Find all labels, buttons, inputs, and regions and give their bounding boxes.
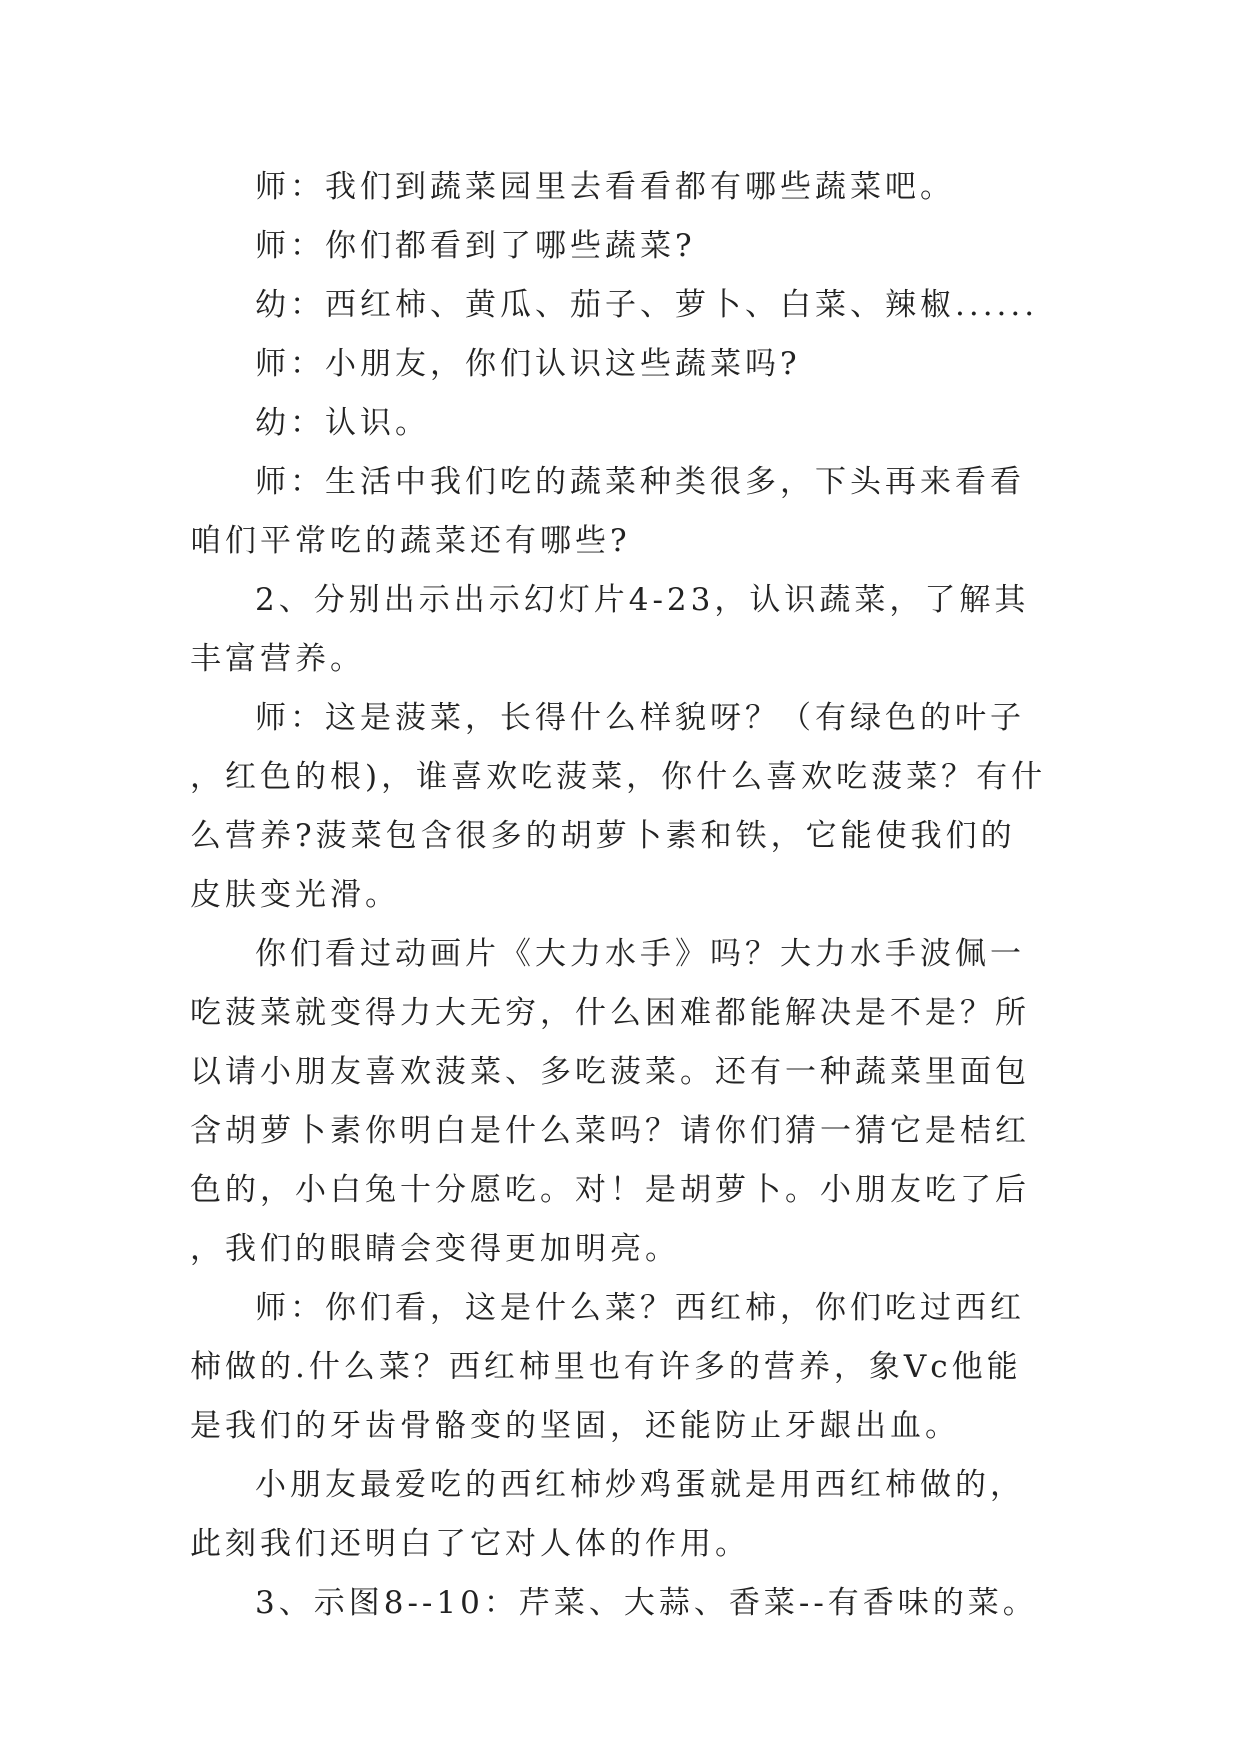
paragraph: 幼：认识。 — [255, 405, 430, 441]
paragraph: 师：你们都看到了哪些蔬菜? — [255, 228, 696, 264]
paragraph: 师：我们到蔬菜园里去看看都有哪些蔬菜吧。 — [255, 169, 955, 205]
paragraph: 幼：西红柿、黄瓜、茄子、萝卜、白菜、辣椒...... — [255, 287, 1039, 323]
paragraph: 小朋友最爱吃的西红柿炒鸡蛋就是用西红柿做的，此刻我们还明白了它对人体的作用。 — [190, 1467, 1025, 1562]
paragraph: 3、示图8--10：芹菜、大蒜、香菜--有香味的菜。 — [255, 1585, 1038, 1621]
paragraph: 师：生活中我们吃的蔬菜种类很多，下头再来看看咱们平常吃的蔬菜还有哪些? — [190, 464, 1025, 559]
document-body — [190, 158, 1050, 1633]
paragraph: 师：你们看，这是什么菜？西红柿，你们吃过西红柿做的.什么菜？西红柿里也有许多的营养，象Vc他能是我们的牙齿骨骼变的坚固，还能防止牙龈出血。 — [190, 1290, 1025, 1444]
paragraph: 师：小朋友，你们认识这些蔬菜吗? — [255, 346, 801, 382]
paragraph: 师：这是菠菜，长得什么样貌呀？（有绿色的叶子，红色的根)，谁喜欢吃菠菜，你什么喜欢吃菠菜？有什么营养?菠菜包含很多的胡萝卜素和铁，它能使我们的皮肤变光滑。 — [190, 700, 1047, 913]
paragraph: 你们看过动画片《大力水手》吗？大力水手波佩一吃菠菜就变得力大无穷，什么困难都能解决是不是？所以请小朋友喜欢菠菜、多吃菠菜。还有一种蔬菜里面包含胡萝卜素你明白是什么菜吗？请你们猜一猜它是桔红色的，小白兔十分愿吃。对！是胡萝卜。小朋友吃了后，我们的眼睛会变得更加明亮。 — [190, 936, 1030, 1267]
paragraph: 2、分别出示出示幻灯片4-23，认识蔬菜，了解其丰富营养。 — [190, 582, 1030, 677]
